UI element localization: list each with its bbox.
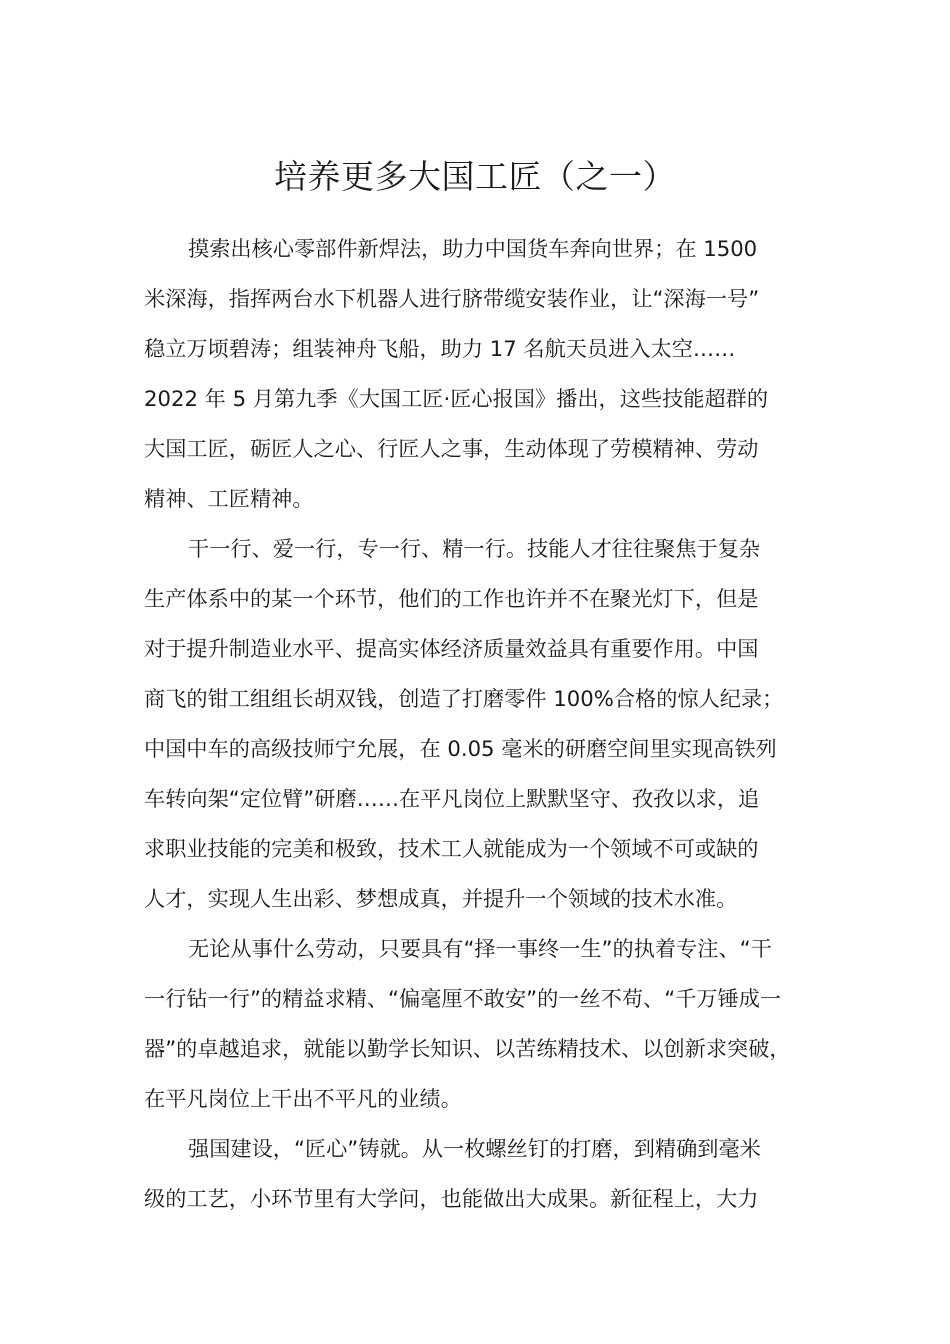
body-text-line: 中国中车的高级技师宁允展，在 0.05 毫米的研磨空间里实现高铁列 [144, 736, 777, 761]
body-text-line: 摸索出核心零部件新焊法，助力中国货车奔向世界；在 1500 [188, 236, 758, 261]
body-text-line: 人才，实现人生出彩、梦想成真，并提升一个领域的技术水准。 [144, 886, 738, 911]
body-text-line: 干一行、爱一行，专一行、精一行。技能人才往往聚焦于复杂 [188, 536, 761, 561]
body-text-line: 求职业技能的完美和极致，技术工人就能成为一个领域不可或缺的 [144, 836, 759, 861]
body-text-line: 精神、工匠精神。 [144, 486, 314, 511]
body-text-line: 2022 年 5 月第九季《大国工匠·匠心报国》播出，这些技能超群的 [144, 386, 769, 411]
body-text-line: 米深海，指挥两台水下机器人进行脐带缆安装作业，让“深海一号” [144, 286, 760, 311]
body-text-line: 级的工艺，小环节里有大学问，也能做出大成果。新征程上，大力 [144, 1186, 759, 1211]
body-text-line: 强国建设，“匠心”铸就。从一枚螺丝钉的打磨，到精确到毫米 [188, 1136, 761, 1161]
body-text-line: 器”的卓越追求，就能以勤学长知识、以苦练精技术、以创新求突破， [144, 1036, 791, 1061]
body-text-line: 商飞的钳工组组长胡双钱，创造了打磨零件 100%合格的惊人纪录； [144, 686, 784, 711]
body-text-line: 在平凡岗位上干出不平凡的业绩。 [144, 1086, 462, 1111]
body-text-line: 对于提升制造业水平、提高实体经济质量效益具有重要作用。中国 [144, 636, 759, 661]
body-text-line: 一行钻一行”的精益求精、“偏毫厘不敢安”的一丝不苟、“千万锤成一 [144, 986, 782, 1011]
body-text-line: 车转向架“定位臂”研磨……在平凡岗位上默默坚守、孜孜以求，追 [144, 786, 760, 811]
document-title: 培养更多大国工匠（之一） [274, 157, 676, 196]
body-text-line: 大国工匠，砺匠人之心、行匠人之事，生动体现了劳模精神、劳动 [144, 436, 759, 461]
body-text-line: 生产体系中的某一个环节，他们的工作也许并不在聚光灯下，但是 [144, 586, 759, 611]
body-text-line: 稳立万顷碧涛；组装神舟飞船，助力 17 名航天员进入太空…… [144, 336, 736, 361]
body-text-line: 无论从事什么劳动，只要具有“择一事终一生”的执着专注、“干 [188, 936, 772, 961]
